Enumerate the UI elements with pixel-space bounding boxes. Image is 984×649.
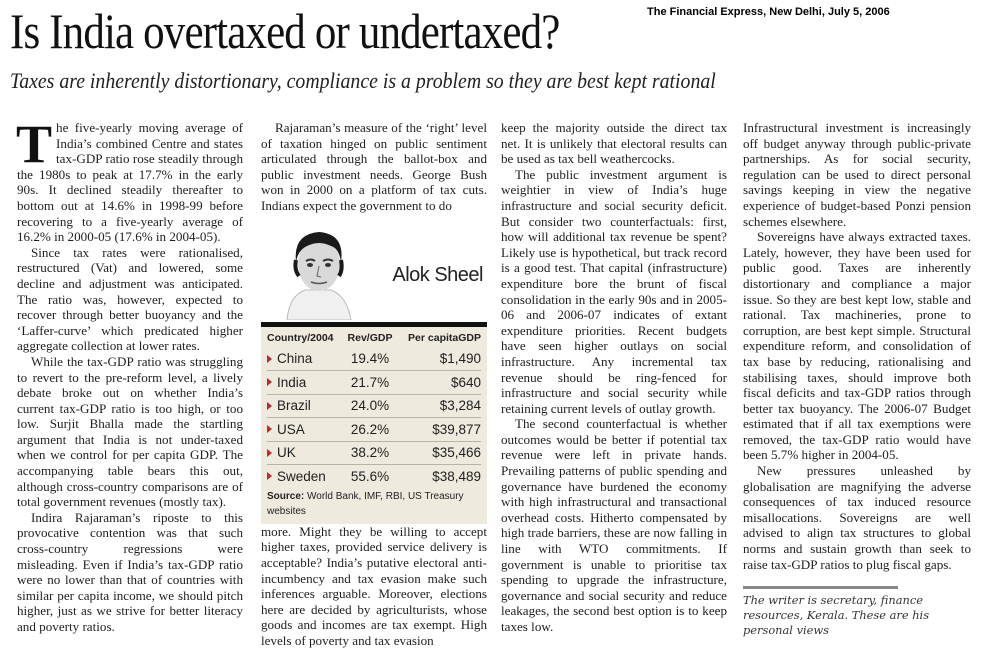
cell-country xyxy=(267,445,341,461)
cell-per-capita-gdp: $38,489 xyxy=(432,468,481,484)
cell-country xyxy=(267,469,341,485)
table-row xyxy=(267,348,481,371)
byline-block xyxy=(261,224,487,320)
cell-rev-gdp: 26.2% xyxy=(350,421,390,437)
paragraph-text: he five-yearly moving average of India’s combined Centre and states tax-GDP ratio rose steadily through the 1980s to peak at 17.7% in the early 90s. It declined steadily thereafter to bottom out at 14.6% in 1998-99 before recovering to a five-yearly average of 16.2% in 2000-05 (17.6% in 2004-05). xyxy=(17,120,243,245)
source-text: World Bank, IMF, RBI, US Treasury websites xyxy=(267,490,464,518)
paragraph xyxy=(16,114,243,245)
paragraph: Sovereigns have always extracted taxes. Lately, however, they have been used for public good. Taxes are inherently distortionary and compliance a major issue. So they are best kept low, stable and rational. Tax machineries, prone to corruption, are best kept simple. Structural expenditure reform, and consolidation of tax base by reducing, rationalising and stabilising taxes, should improve both fiscal deficits and tax-GDP ratios through better tax buoyancy. The 2006-07 Budget estimated that if all tax exemptions were removed, the tax-GDP ratio would have been 5.7% higher in 2004-05. xyxy=(743,229,971,463)
header-country: Country/2004 xyxy=(267,331,334,344)
paragraph: Since tax rates were rationalised, restructured (Vat) and lowered, some decline and adjustment was anticipated. The ratio was, however, expected to recover through better buoyancy and the ‘Laffer-curve’ which predicated higher aggregate collection at lower rates. xyxy=(17,244,243,354)
bullet-arrow-icon xyxy=(267,402,272,410)
paragraph: Infrastructural investment is increasingly off budget anyway through public-private partnerships. As for social security, regulation can be used to direct personal savings keeping in view the negative experience of budget-based Ponzi pension schemes elsewhere. xyxy=(743,120,971,229)
country-name: USA xyxy=(277,421,305,437)
article-column-2 xyxy=(261,120,487,649)
cell-rev-gdp: 38.2% xyxy=(350,445,390,461)
article-column-1 xyxy=(16,114,243,635)
cell-rev-gdp: 21.7% xyxy=(350,374,390,390)
table-row xyxy=(267,464,481,488)
country-name: UK xyxy=(277,445,296,461)
cell-rev-gdp: 55.6% xyxy=(350,468,390,484)
deck-subtitle: Taxes are inherently distortionary, compliance is a problem so they are best kept rational xyxy=(10,68,716,93)
header-rev-gdp: Rev/GDP xyxy=(347,331,393,344)
article-column-4 xyxy=(743,120,971,638)
table-row xyxy=(267,417,481,441)
bullet-arrow-icon xyxy=(267,355,272,363)
footnote-divider xyxy=(743,586,898,589)
source-label: Source: xyxy=(267,490,305,502)
cell-rev-gdp: 19.4% xyxy=(350,351,390,367)
article-column-3 xyxy=(501,120,727,635)
paragraph: more. Might they be willing to accept higher taxes, provided service delivery is acceptable? India’s putative electoral anti-incumbency and tax evasion make such inferences arguable. Moreover, elections here are decided by agriculturists, whose goods and incomes are tax exempt. High levels of poverty and tax evasion xyxy=(261,523,487,648)
cell-country xyxy=(267,375,341,391)
bullet-arrow-icon xyxy=(267,472,272,480)
cell-per-capita-gdp: $1,490 xyxy=(439,351,481,367)
table-row xyxy=(267,370,481,394)
table-source xyxy=(267,489,481,520)
paragraph: Rajaraman’s measure of the ‘right’ level of taxation hinged on public sentiment articulated through the ballot-box and public investment needs. George Bush won in 2000 on a platform of tax cuts. Indians expect the government to do xyxy=(261,120,487,213)
author-name: Alok Sheel xyxy=(392,263,483,286)
cell-country xyxy=(267,422,341,438)
cell-per-capita-gdp: $3,284 xyxy=(439,398,481,414)
cell-per-capita-gdp: $35,466 xyxy=(432,445,481,461)
table-row xyxy=(267,441,481,465)
paragraph: The public investment argument is weightier in view of India’s huge infrastructure and social security deficit. But consider two counterfactuals: first, how will additional tax revenue be spent? Likely use is hypothetical, but track record is a good test. That capital (infrastructure) expenditure bore the brunt of fiscal consolidation in the early 90s and in 2005-06 and 2006-07 indicates of extant expenditure priorities. Recent budgets have seen higher outlays on social infrastructure. Any incremental tax revenue should be ring-fenced for infrastructure and social security while retaining current levels of outlay growth. xyxy=(501,166,727,416)
paragraph: Indira Rajaraman’s riposte to this provocative contention was that such cross-country regressions were misleading. Even if India’s tax-GDP ratio were no lower than that of countries with similar per capita income, we should pitch higher, just as we strive for better literacy and poverty ratios. xyxy=(17,509,243,634)
paragraph: The second counterfactual is whether outcomes would be better if potential tax revenue were left in private hands. Prevailing patterns of public spending and governance have burdened the economy with high infrastructural and transactional overhead costs. Hitherto compensated by high trade barriers, these are now falling in line with WTO commitments. If government is unable to prioritise tax spending to upgrade the infrastructure, governance and social security and reduce leakages, the second best option is to keep taxes low. xyxy=(501,416,727,634)
table-header-row xyxy=(267,330,481,348)
drop-cap: T xyxy=(16,114,53,174)
country-tax-table xyxy=(261,327,487,524)
table-row xyxy=(267,394,481,418)
country-name: Brazil xyxy=(277,398,311,414)
author-portrait-icon xyxy=(279,224,357,320)
bullet-arrow-icon xyxy=(267,378,272,386)
author-footnote: The writer is secretary, finance resources, Kerala. These are his personal views xyxy=(743,593,930,638)
bullet-arrow-icon xyxy=(267,425,272,433)
cell-country xyxy=(267,398,341,414)
bullet-arrow-icon xyxy=(267,449,272,457)
country-name: China xyxy=(277,351,313,367)
header-per-capita-gdp: Per capitaGDP xyxy=(408,331,481,344)
paragraph: While the tax-GDP ratio was struggling to revert to the pre-reform level, a lively debate broke out on whether India’s current tax-GDP ratio is too high, or too low. Surjit Bhalla made the startling argument that India is not under-taxed when we control for per capita GDP. The accompanying table bears this out, although cross-country comparisons are of total government revenues (mostly tax). xyxy=(17,353,243,510)
dateline: The Financial Express, New Delhi, July 5, 2006 xyxy=(647,6,890,18)
paragraph: New pressures unleashed by globalisation are magnifying the adverse consequences of tax induced resource misallocations. Sovereigns are well advised to align tax structures to global norms and sustain growth than seek to raise tax-GDP ratios to plug fiscal gaps. xyxy=(743,463,971,572)
cell-per-capita-gdp: $39,877 xyxy=(432,421,481,437)
paragraph: keep the majority outside the direct tax net. It is unlikely that electoral results can be used as tax bell weathercocks. xyxy=(501,120,727,167)
country-name: India xyxy=(277,374,307,390)
cell-country xyxy=(267,351,341,367)
cell-per-capita-gdp: $640 xyxy=(450,374,481,390)
country-name: Sweden xyxy=(277,468,326,484)
cell-rev-gdp: 24.0% xyxy=(350,398,390,414)
headline: Is India overtaxed or undertaxed? xyxy=(10,3,560,59)
